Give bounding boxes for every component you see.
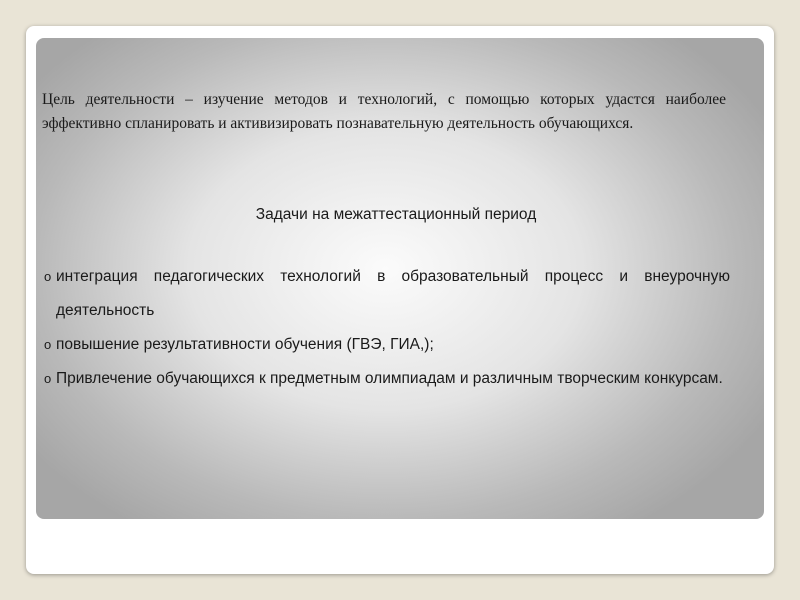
task-item — [44, 362, 730, 396]
circle-bullet-icon: o — [44, 337, 52, 352]
task-text: Привлечение обучающихся к предметным олимпиадам и различным творческим конкурсам. — [56, 370, 723, 387]
goal-text: Цель деятельности – изучение методов и технологий, с помощью которых удастся наиболее эффективно спланировать и активизировать познавательную деятельность обучающихся. — [42, 91, 726, 132]
task-text: повышение результативности обучения (ГВЭ, ГИА,); — [56, 336, 434, 353]
task-item — [44, 328, 730, 362]
circle-bullet-icon: o — [44, 371, 52, 386]
tasks-heading: Задачи на межаттестационный период — [255, 206, 537, 223]
slide-card — [26, 26, 774, 574]
task-item — [44, 260, 730, 328]
task-list — [44, 260, 730, 396]
content-panel — [36, 38, 764, 519]
task-text: интеграция педагогических технологий в образовательный процесс и внеурочную деятельность — [56, 268, 730, 319]
circle-bullet-icon: o — [44, 269, 52, 284]
